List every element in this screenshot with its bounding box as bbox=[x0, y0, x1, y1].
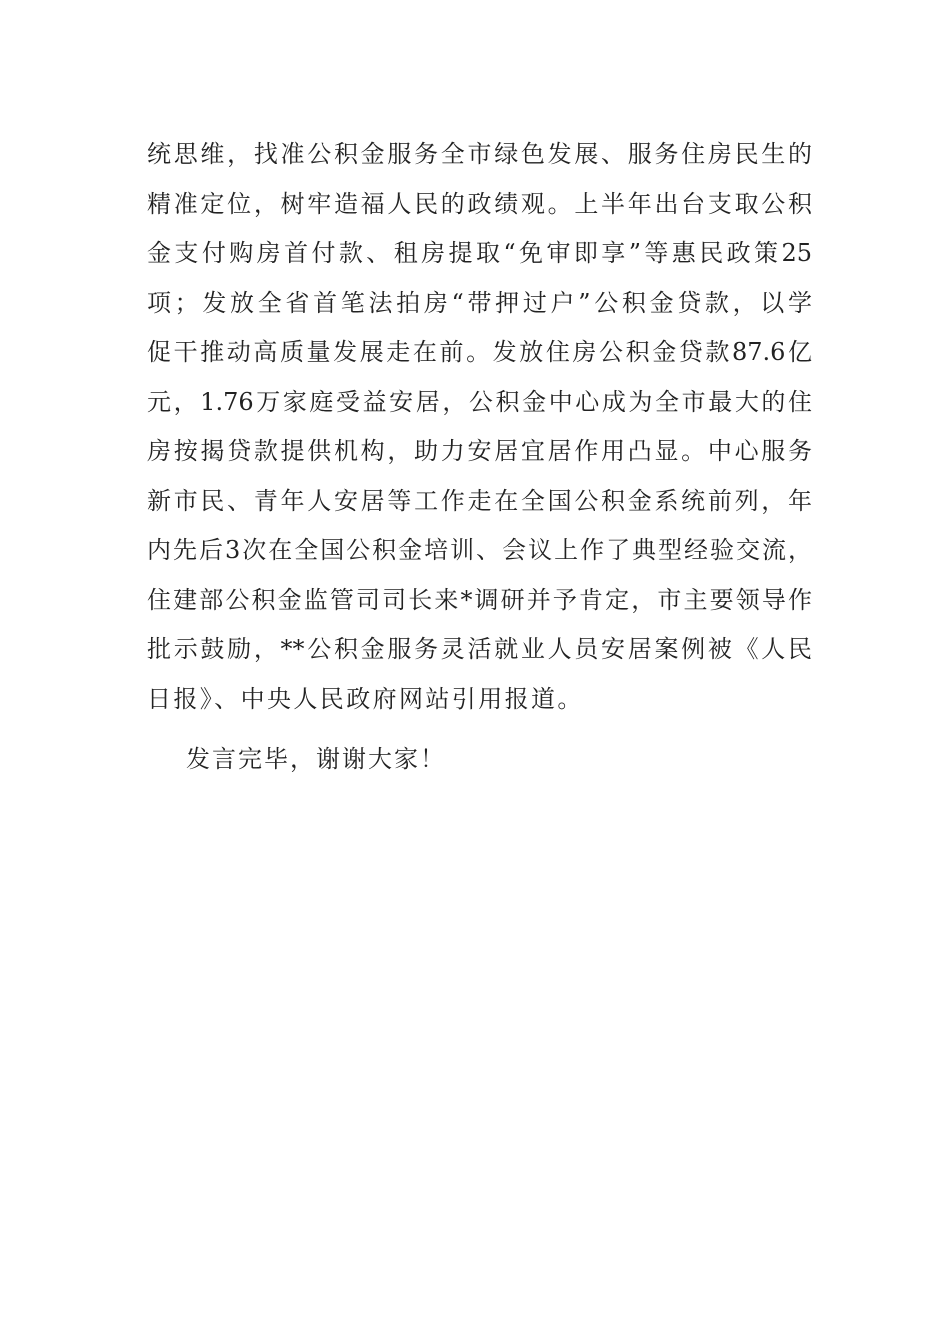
paragraph-line: 项；发放全省首笔法拍房“带押过户”公积金贷款，以学 bbox=[147, 288, 812, 317]
paragraph-line: 金支付购房首付款、租房提取“免审即享”等惠民政策25 bbox=[147, 239, 812, 267]
paragraph-line-last: 日报》、中央人民政府网站引用报道。 bbox=[147, 684, 584, 713]
paragraph-line: 住建部公积金监管司司长来*调研并予肯定，市主要领导作 bbox=[147, 585, 812, 614]
paragraph-line: 批示鼓励，**公积金服务灵活就业人员安居案例被《人民 bbox=[147, 635, 812, 663]
paragraph-line: 内先后3次在全国公积金培训、会议上作了典型经验交流， bbox=[147, 536, 812, 564]
body-paragraph bbox=[147, 130, 812, 724]
paragraph-line: 统思维，找准公积金服务全市绿色发展、服务住房民生的 bbox=[147, 140, 812, 168]
paragraph-line: 元，1.76万家庭受益安居，公积金中心成为全市最大的住 bbox=[147, 387, 812, 416]
paragraph-line: 房按揭贷款提供机构，助力安居宜居作用凸显。中心服务 bbox=[147, 437, 812, 465]
paragraph-line: 精准定位，树牢造福人民的政绩观。上半年出台支取公积 bbox=[147, 189, 812, 218]
closing-remark: 发言完毕，谢谢大家！ bbox=[186, 745, 446, 773]
paragraph-line: 新市民、青年人安居等工作走在全国公积金系统前列，年 bbox=[147, 486, 812, 515]
paragraph-line: 促干推动高质量发展走在前。发放住房公积金贷款87.6亿 bbox=[147, 338, 812, 366]
